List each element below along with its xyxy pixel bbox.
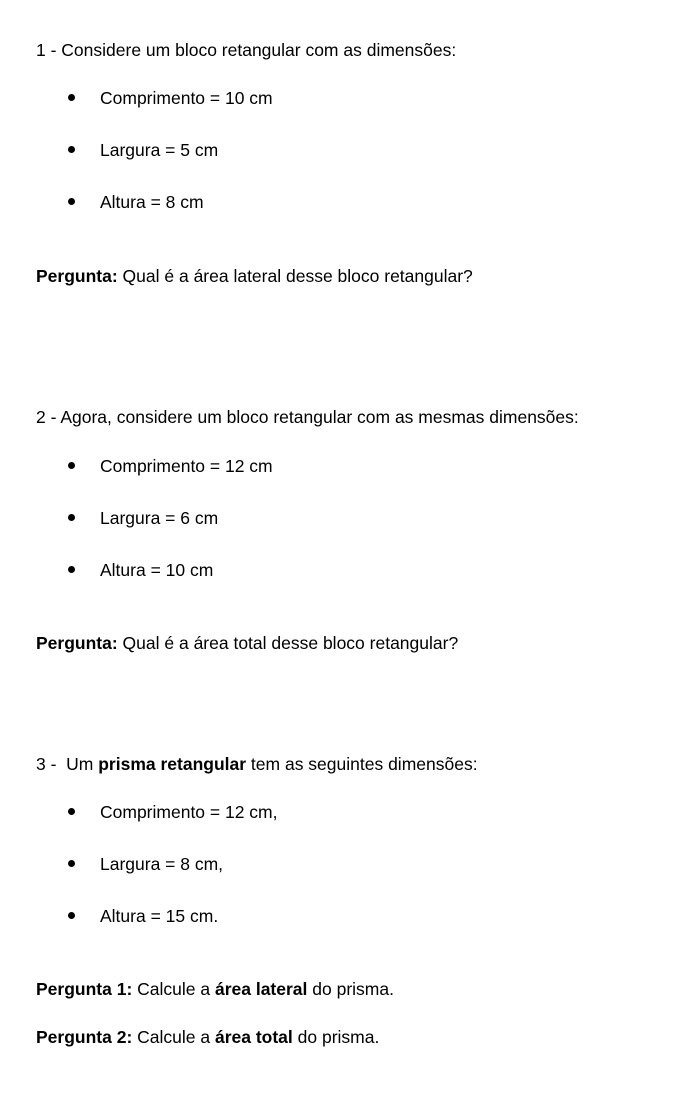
bullet-icon [68, 94, 75, 101]
bullet-icon [68, 198, 75, 205]
q1-item-height-text: Altura = 8 cm [100, 192, 204, 212]
q3-heading-prefix: 3 - Um [36, 754, 99, 774]
bullet-icon [68, 146, 75, 153]
q3-question-2-post: do prisma. [292, 1027, 380, 1047]
q1-item-length-text: Comprimento = 10 cm [100, 88, 273, 108]
q3-item-height-text: Altura = 15 cm. [100, 906, 219, 926]
q1-question-label: Pergunta: [36, 266, 118, 286]
q3-item-length [68, 801, 278, 823]
q1-item-width-text: Largura = 5 cm [100, 140, 219, 160]
q2-question [36, 632, 458, 654]
q1-heading: 1 - Considere um bloco retangular com as dimensões: [36, 40, 457, 60]
bullet-icon [68, 808, 75, 815]
q1-item-length [68, 87, 273, 109]
bullet-icon [68, 566, 75, 573]
q3-question-1-label: Pergunta 1: [36, 979, 133, 999]
q3-question-2-bold: área total [214, 1027, 293, 1047]
q2-question-text: Qual é a área total desse bloco retangular? [117, 633, 459, 653]
q3-question-1-pre: Calcule a [132, 979, 215, 999]
q3-item-width [68, 853, 224, 875]
q3-heading-bold: prisma retangular [98, 754, 247, 774]
bullet-icon [68, 860, 75, 867]
q3-question-2-pre: Calcule a [132, 1027, 215, 1047]
bullet-icon [68, 912, 75, 919]
q2-item-width [68, 507, 219, 529]
q2-item-height [68, 559, 214, 581]
q3-question-2 [36, 1026, 379, 1048]
q3-heading-suffix: tem as seguintes dimensões: [246, 754, 478, 774]
q2-item-height-text: Altura = 10 cm [100, 560, 214, 580]
q1-item-width [68, 139, 219, 161]
q3-question-1 [36, 978, 394, 1000]
q2-item-width-text: Largura = 6 cm [100, 508, 219, 528]
bullet-icon [68, 462, 75, 469]
q3-question-2-label: Pergunta 2: [36, 1027, 133, 1047]
q1-question-text: Qual é a área lateral desse bloco retangular? [117, 266, 473, 286]
q3-question-1-post: do prisma. [307, 979, 394, 999]
q2-item-length [68, 455, 273, 477]
q1-item-height [68, 191, 204, 213]
q2-heading: 2 - Agora, considere um bloco retangular com as mesmas dimensões: [36, 407, 579, 427]
q3-item-height [68, 905, 219, 927]
q2-question-label: Pergunta: [36, 633, 118, 653]
q3-question-1-bold: área lateral [214, 979, 308, 999]
q3-item-width-text: Largura = 8 cm, [100, 854, 224, 874]
bullet-icon [68, 514, 75, 521]
q3-heading [36, 753, 478, 775]
q1-question [36, 265, 473, 287]
q2-item-length-text: Comprimento = 12 cm [100, 456, 273, 476]
q3-item-length-text: Comprimento = 12 cm, [100, 802, 278, 822]
